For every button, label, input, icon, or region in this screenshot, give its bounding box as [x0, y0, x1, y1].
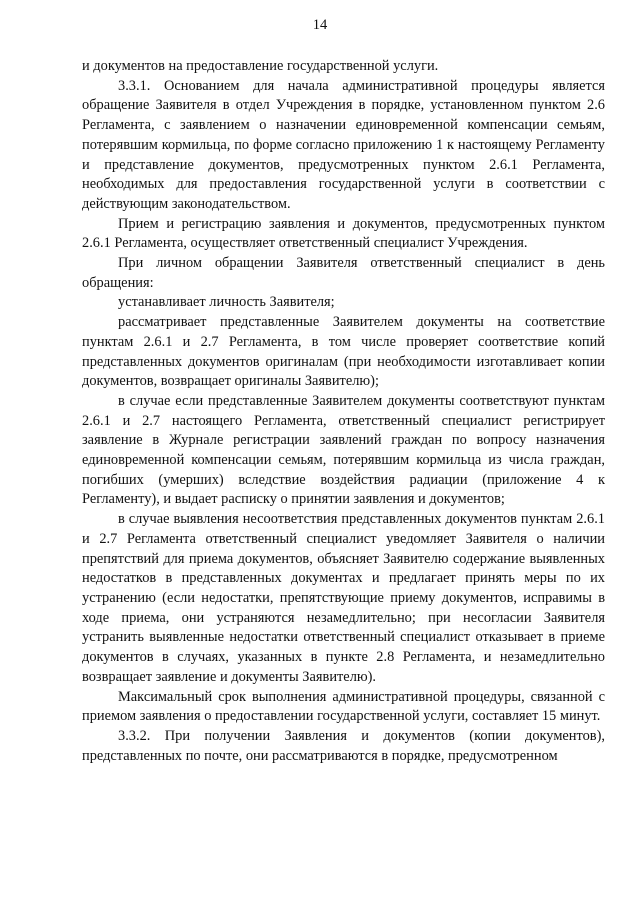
paragraph-3: Прием и регистрацию заявления и документов, предусмотренных пунктом 2.6.1 Регламента, осуществляет ответственный специалист Учреждения. — [82, 215, 605, 252]
paragraph-8: в случае выявления несоответствия представленных документов пунктам 2.6.1 и 2.7 Регламента ответственный специалист уведомляет Заявителя о наличии препятствий для приема документов, объясняет Заявителю содержание выявленных недостатков в представленных документах и предлагает принять меры по их устранению (если недостатки, препятствующие приему документов, исправимы в ходе приема, они устраняются незамедлительно; при несогласии Заявителя устранить выявленные недостатки ответственный специалист отказывает в приеме документов в случаях, указанных в пункте 2.8 Регламента, и незамедлительно возвращает заявление и документы Заявителю). — [82, 511, 605, 685]
paragraph-4: При личном обращении Заявителя ответственный специалист в день обращения: — [82, 255, 605, 291]
paragraph-1: и документов на предоставление государственной услуги. — [82, 58, 439, 74]
paragraph-2: 3.3.1. Основанием для начала административной процедуры является обращение Заявителя в отдел Учреждения в порядке, установленном пунктом 2.6 Регламента, с заявлением о назначении единовременной компенсации семьям, потерявшим кормильца, по форме согласно приложению 1 к настоящему Регламенту и представление документов, предусмотренных пунктом 2.6.1 Регламента, необходимых для предоставления государственной услуги в соответствии с действующим законодательством. — [82, 77, 605, 212]
paragraph-5: устанавливает личность Заявителя; — [118, 294, 335, 311]
paragraph-6: рассматривает представленные Заявителем документы на соответствие пунктам 2.6.1 и 2.7 Регламента, в том числе проверяет соответствие копий представленных документов оригиналам (при необходимости изготавливает копии документов, возвращает оригиналы Заявителю); — [82, 314, 605, 390]
document-body — [82, 57, 605, 766]
paragraph-9: Максимальный срок выполнения административной процедуры, связанной с приемом заявления о предоставлении государственной услуги, составляет 15 минут. — [82, 688, 605, 725]
paragraph-7: в случае если представленные Заявителем документы соответствуют пунктам 2.6.1 и 2.7 настоящего Регламента, ответственный специалист регистрирует заявление в Журнале регистрации заявлений граждан по вопросу назначения единовременной компенсации семьям, потерявшим кормильца из числа граждан, погибших (умерших) вследствие воздействия радиации (приложение 4 к Регламенту), и выдает расписку о принятии заявления и документов; — [82, 392, 605, 508]
paragraph-10: 3.3.2. При получении Заявления и документов (копии документов), представленных по почте, они рассматриваются в порядке, предусмотренном — [82, 727, 605, 764]
page-number: 14 — [312, 17, 328, 33]
